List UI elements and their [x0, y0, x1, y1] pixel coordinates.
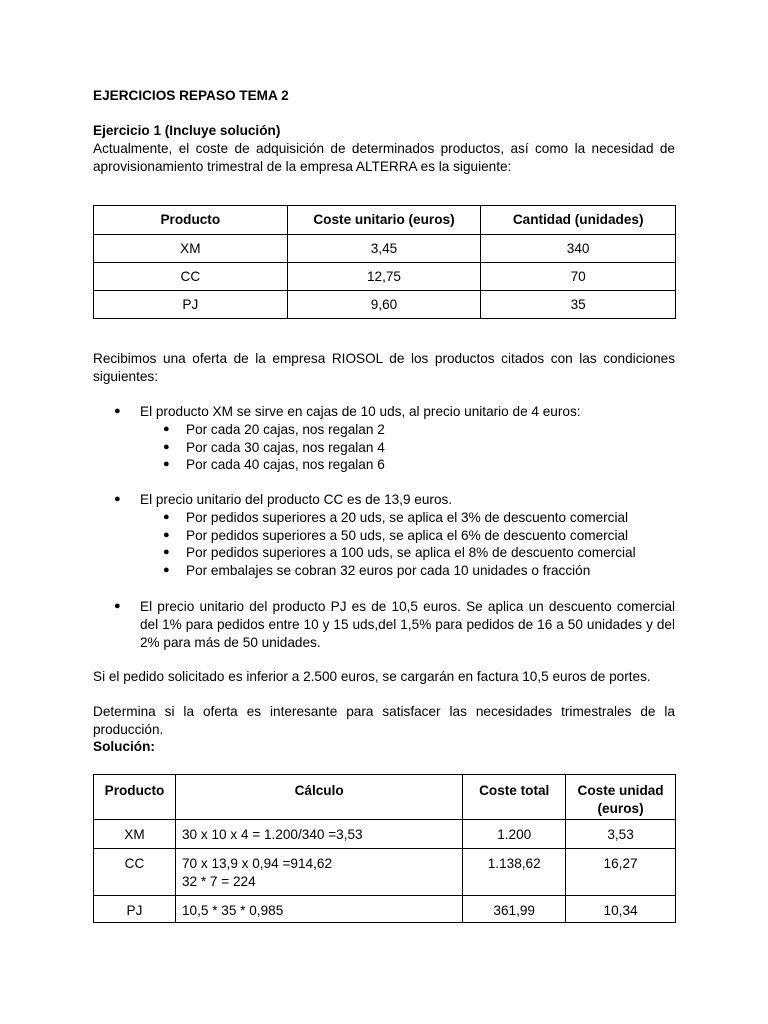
sub-bullet-list: [140, 509, 675, 580]
offer-intro: Recibimos una oferta de la empresa RIOSOL de los productos citados con las condiciones siguientes:: [93, 351, 675, 384]
table-cell: 70: [481, 263, 676, 291]
list-item: [93, 403, 675, 474]
list-item: [93, 491, 675, 580]
table-cell: 1.200: [463, 820, 566, 849]
table-cell: XM: [94, 820, 176, 849]
bullet-list: [93, 403, 675, 474]
bullet-list: [93, 598, 675, 651]
table-cell: PJ: [94, 291, 288, 319]
table-row: [94, 263, 676, 291]
sub-bullet-list: [140, 421, 675, 474]
table-cell: 10,34: [566, 896, 676, 923]
table-cell: 3,53: [566, 820, 676, 849]
table-cell: 12,75: [287, 263, 481, 291]
bullet-list: [93, 491, 675, 580]
sub-list-item: ● Por embalajes se cobran 32 euros por cada 10 unidades o fracción: [140, 562, 675, 580]
sub-list-item: ● Por cada 40 cajas, nos regalan 6: [140, 456, 675, 474]
table-cell: CC: [94, 263, 288, 291]
sub-list-item: ● Por pedidos superiores a 50 uds, se aplica el 6% de descuento comercial: [140, 527, 675, 545]
table-cell: [175, 849, 462, 896]
exercise-intro: Actualmente, el coste de adquisición de determinados productos, así como la necesidad de aprovisionamiento trimestral de la empresa ALTERRA es la siguiente:: [93, 141, 675, 174]
sub-list-item: ● Por cada 30 cajas, nos regalan 4: [140, 439, 675, 457]
table-cell: 3,45: [287, 235, 481, 263]
table-row: [94, 896, 676, 923]
table-cell: 9,60: [287, 291, 481, 319]
sub-list-item: ● Por cada 20 cajas, nos regalan 2: [140, 421, 675, 439]
table-row: [94, 849, 676, 896]
shipping-note: Si el pedido solicitado es inferior a 2.500 euros, se cargarán en factura 10,5 euros de portes.: [93, 669, 651, 684]
supply-table: [93, 205, 676, 319]
list-item: [93, 598, 675, 651]
table-cell: 16,27: [566, 849, 676, 896]
table-row: [94, 291, 676, 319]
table-cell: 361,99: [463, 896, 566, 923]
table-cell: 35: [481, 291, 676, 319]
column-header: Producto: [94, 206, 288, 235]
column-header: Coste unidad (euros): [566, 775, 676, 820]
table-row: [94, 235, 676, 263]
table-cell: 340: [481, 235, 676, 263]
sub-list-item: ● Por pedidos superiores a 100 uds, se aplica el 8% de descuento comercial: [140, 544, 675, 562]
table-cell: PJ: [94, 896, 176, 923]
column-header: Coste total: [463, 775, 566, 820]
table-cell: 30 x 10 x 4 = 1.200/340 =3,53: [175, 820, 462, 849]
table-cell: CC: [94, 849, 176, 896]
task-statement: Determina si la oferta es interesante para satisfacer las necesidades trimestrales de la producción.: [93, 704, 675, 737]
column-header: Cálculo: [175, 775, 462, 820]
column-header: Coste unitario (euros): [287, 206, 481, 235]
column-header: Producto: [94, 775, 176, 820]
table-header-row: [94, 775, 676, 820]
sub-list-item: ● Por pedidos superiores a 20 uds, se aplica el 3% de descuento comercial: [140, 509, 675, 527]
calc-line: 32 * 7 = 224: [181, 873, 256, 889]
solution-label: Solución:: [93, 739, 155, 754]
exercise-heading: Ejercicio 1 (Incluye solución): [93, 123, 281, 138]
table-cell: 10,5 * 35 * 0,985: [175, 896, 462, 923]
table-row: [94, 820, 676, 849]
calc-line: 70 x 13,9 x 0,94 =914,62: [181, 856, 332, 871]
solution-table: [93, 774, 676, 923]
column-header: Cantidad (unidades): [481, 206, 676, 235]
list-item-text: El precio unitario del producto PJ es de 10,5 euros. Se aplica un descuento comercial del 1% para pedidos entre 10 y 15 uds,del 1,5% para pedidos de 16 a 50 unidades y del 2% para más de 50 unidades.: [140, 599, 675, 650]
table-cell: XM: [94, 235, 288, 263]
table-header-row: [94, 206, 676, 235]
table-cell: 1.138,62: [463, 849, 566, 896]
document-title: EJERCICIOS REPASO TEMA 2: [93, 88, 289, 103]
list-item-text: El producto XM se sirve en cajas de 10 uds, al precio unitario de 4 euros:: [140, 404, 581, 419]
list-item-text: El precio unitario del producto CC es de 13,9 euros.: [140, 492, 453, 507]
